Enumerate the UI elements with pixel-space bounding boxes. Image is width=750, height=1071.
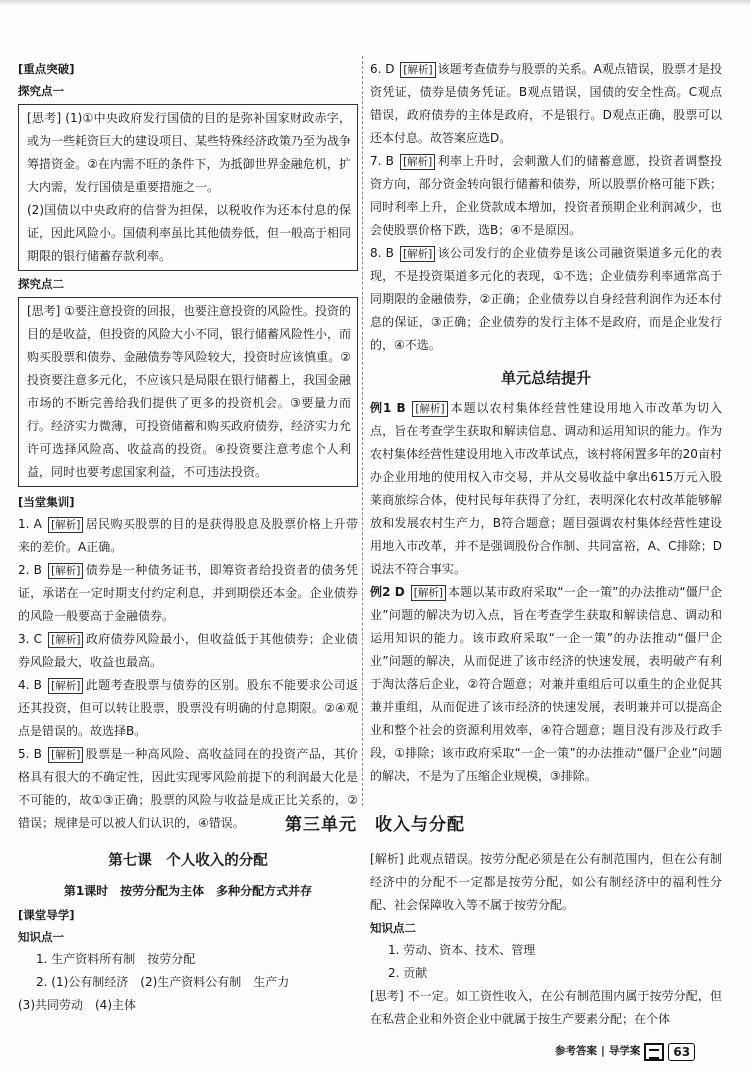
page-number: 63 (668, 1043, 695, 1061)
answer-lead: 3. C (18, 632, 43, 646)
example-lead: 例1 B (370, 401, 406, 415)
lesson-subtitle: 第1课时 按劳分配为主体 多种分配方式并存 (63, 884, 313, 898)
example-text: 本题以某市政府采取“一企一策”的办法推动“僵尸企业”问题的解决为切入点，旨在考查学生获取和解读信息、调动和运用知识的能力。该市政府采取“一企一策”的办法推动“僵尸企业”问题的解决，从而促进了该市经济的快速发展，表明破产有利于淘汰落后企业，②符合题意；对兼并重组后可以重生的企业促其兼并重组，从而促进了该市经济的快速发展，表明兼并可以提高企业和整个社会的资源利用效率，④符合题意；题目没有涉及行政手段，①排除；该市政府采取“一企一策”的办法推动“僵尸企业”问题的解决，不是为了压缩企业规模，③排除。 (370, 585, 722, 783)
thinking-box-2 (18, 297, 358, 487)
answer-text: 此题考查股票与债券的区别。股东不能要求公司返还其投资，但可以转让股票，股票没有明确的付息期限。②④观点是错误的。故选择B。 (18, 678, 358, 738)
section-tag-practice: [当堂集训] (18, 495, 75, 509)
answer-item-7 (370, 150, 722, 242)
kp1-line-3: (3)共同劳动 (4)主体 (18, 998, 136, 1012)
thinking-paragraph: [思考] 不一定。如工资性收入，在公有制范围内属于按劳分配，但在私营企业和外资企业中就属于按生产要素分配；在个体 (370, 989, 722, 1026)
footer-guide: 导学案 (608, 1045, 641, 1057)
thinking-box-1 (18, 104, 358, 271)
analysis-label: [解析] (48, 563, 83, 579)
answer-lead: 4. B (18, 678, 42, 692)
answer-item-2 (18, 559, 358, 628)
answer-lead: 5. B (18, 747, 42, 761)
section-tag-key-points: [重点突破] (18, 62, 75, 76)
answer-lead: 1. A (18, 517, 42, 531)
answer-lead: 2. B (18, 563, 42, 577)
left-column (18, 54, 358, 835)
answer-item-6 (370, 58, 722, 150)
kp2-line-2: 2. 贡献 (388, 966, 428, 980)
kp1-line-1: 1. 生产资料所有制 按劳分配 (36, 952, 196, 966)
answer-text: 居民购买股票的目的是获得股息及股票价格上升带来的差价。A正确。 (18, 517, 358, 554)
analysis-label: [解析] (48, 517, 83, 533)
explore-point-2: 探究点二 (18, 277, 64, 291)
thinking-box-1-para-1: [思考] (1)①中央政府发行国债的目的是弥补国家财政赤字，或为一些耗资巨大的建设项目、某些特殊经济政策乃至为战争筹措资金。②在内需不旺的条件下，为抵御世界金融危机，扩大内需，发行国债是重要措施之一。 (27, 111, 352, 194)
analysis-label: [解析] (400, 154, 435, 170)
answer-text: 债券是一种债务证书，即筹资者给投资者的债务凭证，承诺在一定时期支付约定利息，并到期偿还本金。企业债券的风险一般要高于金融债券。 (18, 563, 358, 623)
right-column (370, 54, 722, 788)
unit-title: 第三单元 收入与分配 (285, 815, 465, 835)
footer-answers: 参考答案 (555, 1045, 597, 1057)
answer-text: 该公司发行的企业债券是该公司融资渠道多元化的表现，不是投资渠道多元化的表现，①不选；企业债券利率通常高于同期限的金融债券，②正确；企业债券以自身经营利润作为还本付息的保证，③正确；企业债券的发行主体不是政府，而是企业发行的，④不选。 (370, 246, 722, 352)
book-logo-icon (644, 1043, 664, 1061)
section-tag-classroom: [课堂导学] (18, 908, 75, 922)
answer-text: 政府债券风险最小，但收益低于其他债券；企业债券风险最大，收益也最高。 (18, 632, 358, 669)
analysis-label: [解析] (48, 678, 83, 694)
analysis-label: [解析] (400, 246, 435, 262)
example-2 (370, 581, 722, 788)
answer-lead: 6. D (370, 62, 395, 76)
explore-point-1: 探究点一 (18, 84, 64, 98)
kp1-line-2: 2. (1)公有制经济 (2)生产资料公有制 生产力 (36, 975, 290, 989)
answer-lead: 7. B (370, 154, 394, 168)
unit-summary-title: 单元总结提升 (500, 369, 591, 387)
analysis-label: [解析] (411, 585, 446, 601)
answer-item-1 (18, 513, 358, 559)
answer-lead: 8. B (370, 246, 394, 260)
thinking-box-2-para: [思考] ①要注意投资的回报，也要注意投资的风险性。投资的目的是收益，但投资的风险大小不同，银行储蓄风险性小，而购买股票和债券、金融债券等风险较大，投资时应该慎重。②投资要注意多元化，不应该只是局限在银行储蓄上，我国金融市场的不断完善给我们提供了更多的投资机会。③要量力而行。经济实力微薄，可投资储蓄和购买政府债券，经济实力允许可选择风险高、收益高的投资。④投资要注意考虑个人利益，同时也要考虑国家利益，不可违法投资。 (27, 304, 352, 479)
analysis-label: [解析] (48, 747, 83, 763)
bottom-right-section (370, 848, 722, 1031)
answer-text: 股票是一种高风险、高收益同在的投资产品，其价格具有很大的不确定性，因此实现零风险前提下的利润最大化是不可能的，故①③正确；股票的风险与收益是成正比关系的，②错误；规律是可以被人们认识的，④错误。 (18, 747, 358, 830)
analysis-paragraph: [解析] 此观点错误。按劳分配必须是在公有制范围内，但在公有制经济中的分配不一定都是按劳分配，如公有制经济中的福利性分配、社会保障收入等不属于按劳分配。 (370, 852, 722, 912)
example-lead: 例2 D (370, 585, 405, 599)
lesson-title: 第七课 个人收入的分配 (108, 853, 268, 869)
answer-item-3 (18, 628, 358, 674)
kp2-line-1: 1. 劳动、资本、技术、管理 (388, 943, 536, 957)
example-text: 本题以农村集体经营性建设用地入市改革为切入点，旨在考查学生获取和解读信息、调动和运用知识的能力。作为农村集体经营性建设用地入市改革试点，该村将闲置多年的20亩村办企业用地的使用权入市交易，并从交易收益中拿出615万元入股莱商旅综合体，使村民每年获得了分红，表明深化农村改革能够解放和发展农村生产力，B符合题意；题目强调农村集体经营性建设用地入市改革，并不是强调股份合作制、共同富裕，A、C排除；D说法不符合事实。 (370, 401, 722, 576)
answer-item-4 (18, 674, 358, 743)
analysis-label: [解析] (412, 401, 447, 417)
analysis-label: [解析] (48, 632, 83, 648)
analysis-label: [解析] (400, 62, 435, 78)
top-scan-edge (0, 0, 750, 6)
column-divider (362, 56, 363, 806)
answer-text: 利率上升时，会刺激人们的储蓄意愿，投资者调整投资方向，部分资金转向银行储蓄和债券，所以股票价格可能下跌；同时利率上升，企业贷款成本增加，投资者预期企业利润减少，也会使股票价格下跌，选B；④不是原因。 (370, 154, 722, 237)
bottom-left-section (18, 904, 358, 1017)
page-footer (555, 1040, 695, 1063)
footer-separator: | (601, 1045, 605, 1057)
knowledge-point-1: 知识点一 (18, 930, 64, 944)
answer-text: 该题考查债券与股票的关系。A观点错误，股票才是投资凭证，债券是债务凭证。B观点错误，国债的安全性高。C观点错误，政府债券的主体是政府，不是银行。D观点正确，股票可以还本付息。故答案应选D。 (370, 62, 722, 145)
answer-item-8 (370, 242, 722, 357)
example-1 (370, 397, 722, 581)
thinking-box-1-para-2: (2)国债以中央政府的信誉为担保，以税收作为还本付息的保证，因此风险小。国债利率虽比其他债券低，但一般高于相同期限的银行储蓄存款利率。 (27, 203, 352, 263)
knowledge-point-2: 知识点二 (370, 921, 416, 935)
